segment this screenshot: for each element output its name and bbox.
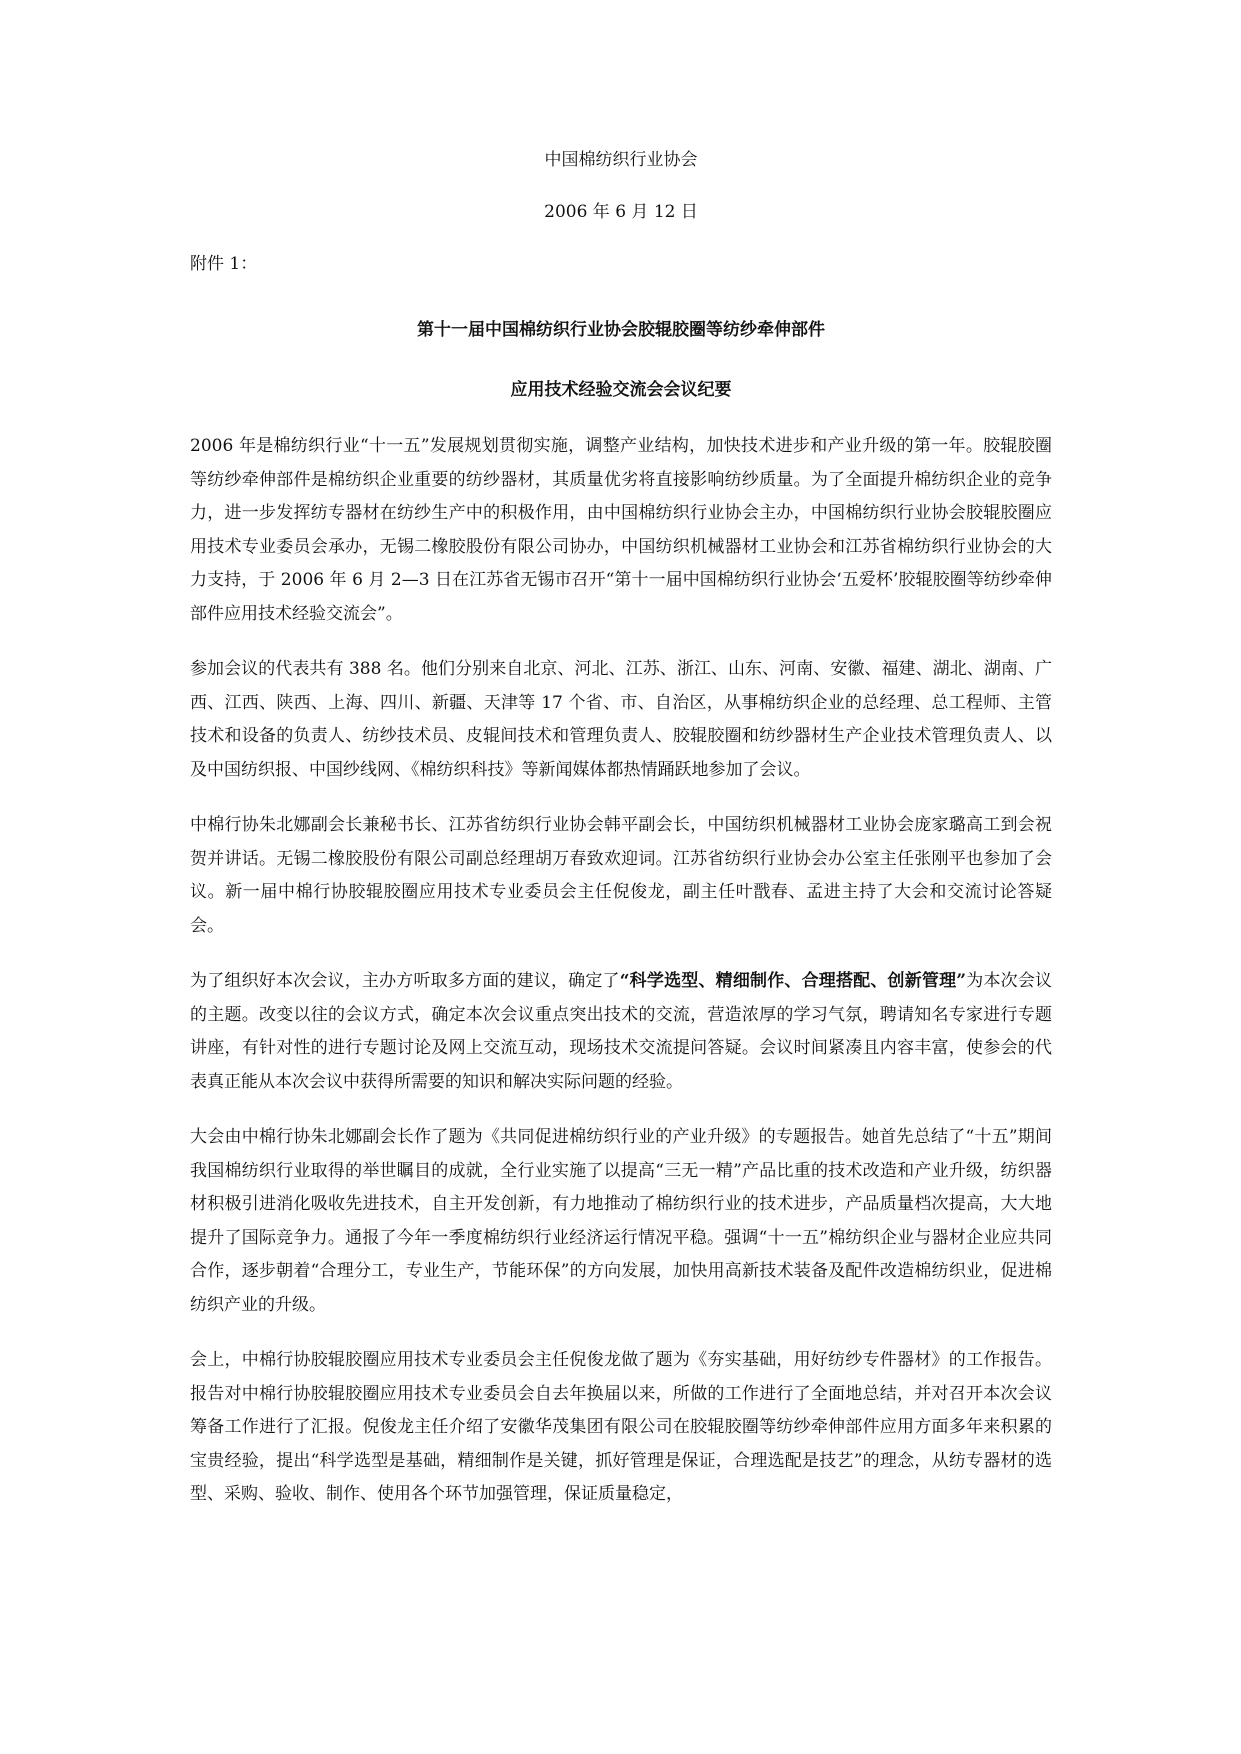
- paragraph-1: 2006 年是棉纺织行业“十一五”发展规划贯彻实施，调整产业结构，加快技术进步和产业升级的第一年。胶辊胶圈等纺纱牵伸部件是棉纺织企业重要的纺纱器材，其质量优劣将直接影响纺纱质量。为了全面提升棉纺织企业的竞争力，进一步发挥纺专器材在纺纱生产中的积极作用，由中国棉纺织行业协会主办，中国棉纺织行业协会胶辊胶圈应用技术专业委员会承办，无锡二橡胶股份有限公司协办，中国纺织机械器材工业协会和江苏省棉纺织行业协会的大力支持，于 2006 年 6 月 2—3 日在江苏省无锡市召开“第十一届中国棉纺织行业协会‘五爱杯’胶辊胶圈等纺纱牵伸部件应用技术经验交流会”。: [190, 436, 1052, 624]
- paragraph-3: 中棉行协朱北娜副会长兼秘书长、江苏省纺织行业协会韩平副会长，中国纺织机械器材工业协会庞家璐高工到会祝贺并讲话。无锡二橡胶股份有限公司副总经理胡万春致欢迎词。江苏省纺织行业协会办公室主任张刚平也参加了会议。新一届中棉行协胶辊胶圈应用技术专业委员会主任倪俊龙，副主任叶戬春、孟进主持了大会和交流讨论答疑会。: [190, 815, 1052, 936]
- document-title-line-1: 第十一届中国棉纺织行业协会胶辊胶圈等纺纱牵伸部件: [417, 320, 825, 340]
- document-page: [190, 140, 1052, 1512]
- paragraph-6: 会上，中棉行协胶辊胶圈应用技术专业委员会主任倪俊龙做了题为《夯实基础，用好纺纱专件器材》的工作报告。报告对中棉行协胶辊胶圈应用技术专业委员会自去年换届以来，所做的工作进行了全面地总结，并对召开本次会议筹备工作进行了汇报。倪俊龙主任介绍了安徽华茂集团有限公司在胶辊胶圈等纺纱牵伸部件应用方面多年来积累的宝贵经验，提出“科学选型是基础，精细制作是关键，抓好管理是保证，合理选配是技艺”的理念，从纺专器材的选型、采购、验收、制作、使用各个环节加强管理，保证质量稳定，: [190, 1350, 1052, 1504]
- paragraph-4: [190, 965, 1052, 1099]
- document-title-line-2: 应用技术经验交流会会议纪要: [510, 380, 732, 400]
- organization-name: 中国棉纺织行业协会: [544, 150, 698, 170]
- paragraph-2: 参加会议的代表共有 388 名。他们分别来自北京、河北、江苏、浙江、山东、河南、安徽、福建、湖北、湖南、广西、江西、陕西、上海、四川、新疆、天津等 17 个省、市、自治区，从事棉纺织企业的总经理、总工程师、主管技术和设备的负责人、纺纱技术员、皮辊间技术和管理负责人、胶辊胶圈和纺纱器材生产企业技术管理负责人、以及中国纺织报、中国纱线网、《棉纺织科技》等新闻媒体都热情踊跃地参加了会议。: [190, 659, 1052, 780]
- paragraph-5: 大会由中棉行协朱北娜副会长作了题为《共同促进棉纺织行业的产业升级》的专题报告。她首先总结了“十五”期间我国棉纺织行业取得的举世瞩目的成就，全行业实施了以提高“三无一精”产品比重的技术改造和产业升级，纺织器材积极引进消化吸收先进技术，自主开发创新，有力地推动了棉纺织行业的技术进步，产品质量档次提高，大大地提升了国际竞争力。通报了今年一季度棉纺织行业经济运行情况平稳。强调“十一五”棉纺织企业与器材企业应共同合作，逐步朝着“合理分工，专业生产，节能环保”的方向发展，加快用高新技术装备及配件改造棉纺织业，促进棉纺织产业的升级。: [190, 1127, 1052, 1315]
- attachment-label: 附件 1：: [190, 254, 258, 274]
- paragraph-4-text-after: 为本次会议的主题。改变以往的会议方式，确定本次会议重点突出技术的交流，营造浓厚的学习气氛，聘请知名专家进行专题讲座，有针对性的进行专题讨论及网上交流互动，现场技术交流提问答疑。会议时间紧凑且内容丰富，使参会的代表真正能从本次会议中获得所需要的知识和解决实际问题的经验。: [190, 971, 1053, 1092]
- paragraph-4-text-before: 为了组织好本次会议，主办方听取多方面的建议，确定了: [190, 971, 620, 991]
- meeting-theme: “科学选型、精细制作、合理搭配、创新管理”: [619, 971, 967, 991]
- document-date: 2006 年 6 月 12 日: [544, 202, 698, 222]
